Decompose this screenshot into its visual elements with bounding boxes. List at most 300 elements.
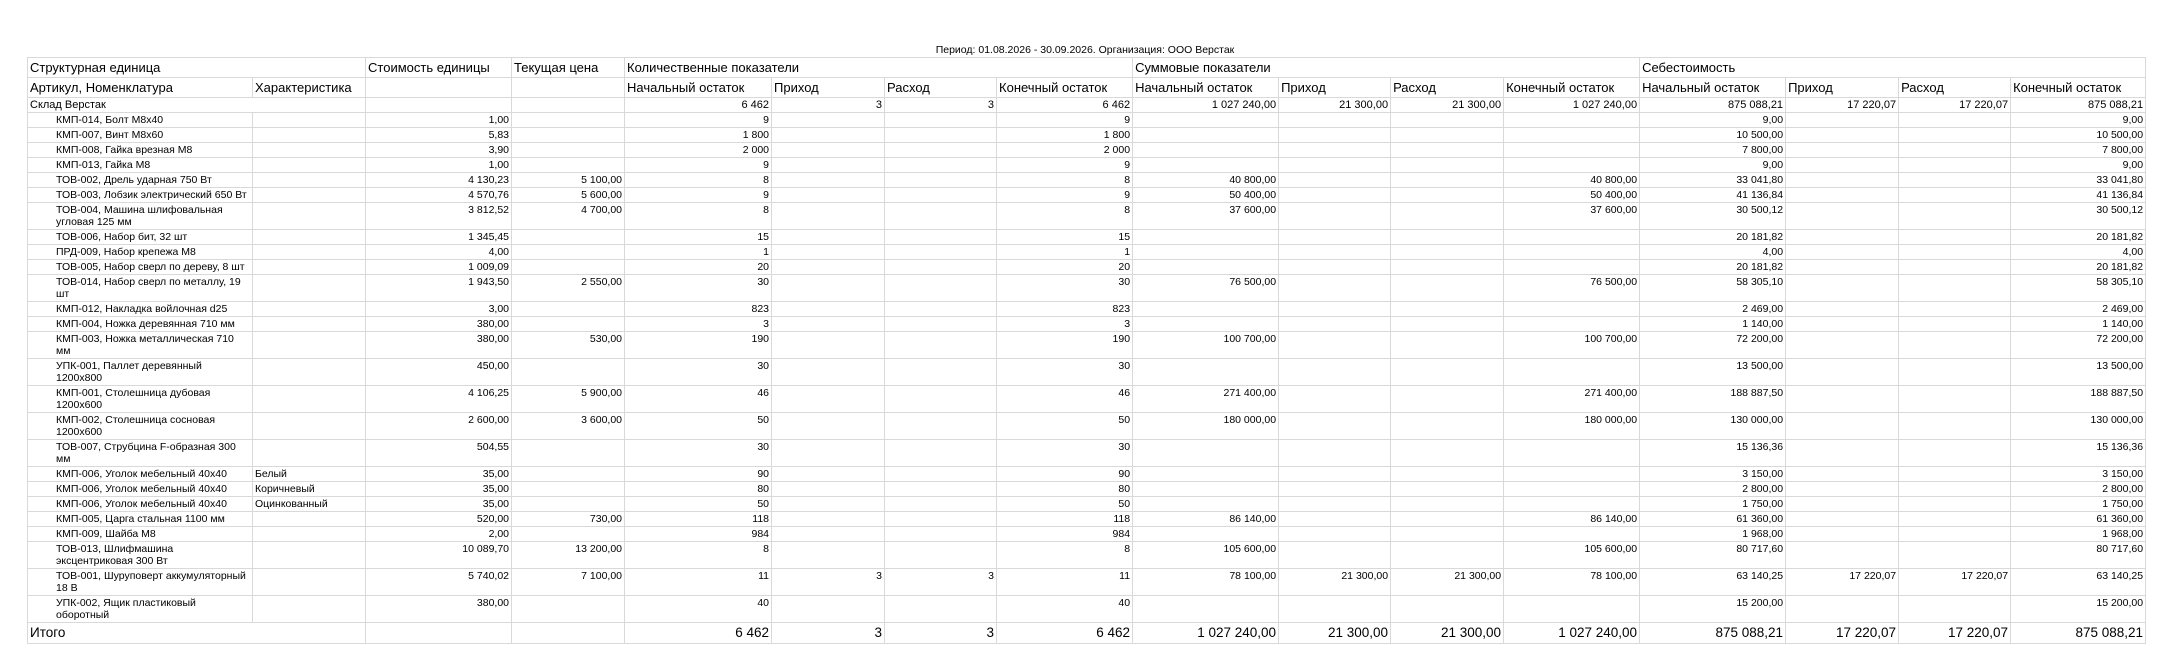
cell-current-price <box>512 467 625 482</box>
total-sum-out: 21 300,00 <box>1391 623 1504 644</box>
cell-cost-out <box>1899 317 2011 332</box>
cell-cost-in <box>1786 497 1899 512</box>
cell-unit-cost: 1 345,45 <box>366 230 512 245</box>
cell-cost-out <box>1899 497 2011 512</box>
warehouse-cost-start: 875 088,21 <box>1640 98 1786 113</box>
cell-cost-in: 17 220,07 <box>1786 569 1899 596</box>
cell-qty-end: 2 000 <box>997 143 1133 158</box>
header-row-columns <box>28 78 2146 98</box>
cell-cost-out <box>1899 413 2011 440</box>
cell-sum-start <box>1133 440 1279 467</box>
total-sum-start: 1 027 240,00 <box>1133 623 1279 644</box>
cell-qty-out <box>885 302 997 317</box>
table-row <box>28 440 2146 467</box>
cell-sum-end <box>1504 497 1640 512</box>
report-period: Период: 01.08.2026 - 30.09.2026. Организация: ООО Верстак <box>935 44 1235 56</box>
table-row <box>28 143 2146 158</box>
cell-qty-in <box>772 260 885 275</box>
cell-sum-in <box>1279 386 1391 413</box>
cell-qty-out <box>885 482 997 497</box>
cell-cost-out <box>1899 527 2011 542</box>
cell-cost-out <box>1899 359 2011 386</box>
cell-unit-cost: 3 812,52 <box>366 203 512 230</box>
cell-sum-out <box>1391 302 1504 317</box>
cell-cost-out <box>1899 482 2011 497</box>
cell-cost-out <box>1899 332 2011 359</box>
cell-sum-in <box>1279 230 1391 245</box>
cell-cost-end: 1 968,00 <box>2011 527 2146 542</box>
cell-item: ТОВ-005, Набор сверл по дереву, 8 шт <box>28 260 253 275</box>
cell-cost-start: 130 000,00 <box>1640 413 1786 440</box>
cell-qty-end: 15 <box>997 230 1133 245</box>
table-row <box>28 482 2146 497</box>
table-row <box>28 527 2146 542</box>
cell-sum-in <box>1279 203 1391 230</box>
cell-sum-out <box>1391 497 1504 512</box>
cell-cost-end: 30 500,12 <box>2011 203 2146 230</box>
cell-sum-start <box>1133 317 1279 332</box>
cell-item: КМП-006, Уголок мебельный 40х40 <box>28 497 253 512</box>
cell-unit-cost: 3,90 <box>366 143 512 158</box>
cell-sum-in <box>1279 440 1391 467</box>
cell-qty-out <box>885 275 997 302</box>
cell-cost-out <box>1899 158 2011 173</box>
cell-item: КМП-005, Царга стальная 1100 мм <box>28 512 253 527</box>
cell-qty-end: 90 <box>997 467 1133 482</box>
cell-item: КМП-013, Гайка М8 <box>28 158 253 173</box>
cell-unit-cost: 2,00 <box>366 527 512 542</box>
cell-sum-end: 37 600,00 <box>1504 203 1640 230</box>
cell-cost-end: 80 717,60 <box>2011 542 2146 569</box>
warehouse-sum-out: 21 300,00 <box>1391 98 1504 113</box>
total-label: Итого <box>28 623 366 644</box>
table-row <box>28 158 2146 173</box>
cell-qty-in <box>772 143 885 158</box>
warehouse-current-price <box>512 98 625 113</box>
cell-qty-end: 984 <box>997 527 1133 542</box>
cell-cost-out <box>1899 440 2011 467</box>
cell-qty-start: 8 <box>625 173 772 188</box>
cell-characteristic <box>253 569 366 596</box>
cell-cost-start: 30 500,12 <box>1640 203 1786 230</box>
cell-cost-out <box>1899 542 2011 569</box>
cell-sum-out <box>1391 188 1504 203</box>
table-row <box>28 596 2146 623</box>
cell-sum-start <box>1133 596 1279 623</box>
cell-item: ТОВ-001, Шуруповерт аккумуляторный 18 В <box>28 569 253 596</box>
cell-qty-start: 984 <box>625 527 772 542</box>
cell-characteristic <box>253 302 366 317</box>
total-qty-start: 6 462 <box>625 623 772 644</box>
header-cost-out: Расход <box>1899 78 2011 98</box>
cell-sum-in <box>1279 542 1391 569</box>
cell-qty-in <box>772 188 885 203</box>
cell-qty-out <box>885 188 997 203</box>
cell-cost-in <box>1786 113 1899 128</box>
cell-cost-out <box>1899 143 2011 158</box>
cell-qty-end: 11 <box>997 569 1133 596</box>
cell-cost-start: 80 717,60 <box>1640 542 1786 569</box>
cell-qty-out <box>885 527 997 542</box>
cell-cost-end: 2 800,00 <box>2011 482 2146 497</box>
cell-cost-end: 20 181,82 <box>2011 260 2146 275</box>
cell-cost-out <box>1899 302 2011 317</box>
cell-sum-start: 40 800,00 <box>1133 173 1279 188</box>
cell-current-price <box>512 497 625 512</box>
cell-cost-end: 1 750,00 <box>2011 497 2146 512</box>
cell-qty-out <box>885 203 997 230</box>
cell-qty-end: 46 <box>997 386 1133 413</box>
cell-unit-cost: 35,00 <box>366 482 512 497</box>
cell-sum-end: 50 400,00 <box>1504 188 1640 203</box>
cell-cost-out <box>1899 467 2011 482</box>
total-sum-end: 1 027 240,00 <box>1504 623 1640 644</box>
warehouse-sum-start: 1 027 240,00 <box>1133 98 1279 113</box>
cell-qty-end: 40 <box>997 596 1133 623</box>
total-unit-cost <box>366 623 512 644</box>
cell-qty-end: 30 <box>997 440 1133 467</box>
cell-item: КМП-004, Ножка деревянная 710 мм <box>28 317 253 332</box>
table-row <box>28 332 2146 359</box>
warehouse-sum-in: 21 300,00 <box>1279 98 1391 113</box>
cell-cost-end: 9,00 <box>2011 113 2146 128</box>
total-cost-start: 875 088,21 <box>1640 623 1786 644</box>
cell-cost-start: 1 750,00 <box>1640 497 1786 512</box>
header-unit: Структурная единица <box>28 58 366 78</box>
cell-sum-end <box>1504 317 1640 332</box>
cell-cost-start: 41 136,84 <box>1640 188 1786 203</box>
cell-unit-cost: 5,83 <box>366 128 512 143</box>
cell-item: КМП-006, Уголок мебельный 40х40 <box>28 482 253 497</box>
cell-sum-out <box>1391 245 1504 260</box>
cell-sum-in <box>1279 482 1391 497</box>
cell-sum-out <box>1391 275 1504 302</box>
cell-characteristic <box>253 596 366 623</box>
header-characteristic: Характеристика <box>253 78 366 98</box>
total-cost-out: 17 220,07 <box>1899 623 2011 644</box>
cell-sum-out <box>1391 173 1504 188</box>
cell-sum-start: 105 600,00 <box>1133 542 1279 569</box>
cell-cost-in <box>1786 596 1899 623</box>
cell-characteristic <box>253 173 366 188</box>
cell-sum-in <box>1279 467 1391 482</box>
cell-current-price: 5 600,00 <box>512 188 625 203</box>
cell-sum-out <box>1391 482 1504 497</box>
cell-cost-in <box>1786 128 1899 143</box>
cell-sum-start <box>1133 497 1279 512</box>
cell-cost-end: 188 887,50 <box>2011 386 2146 413</box>
header-sum-in: Приход <box>1279 78 1391 98</box>
cell-cost-end: 1 140,00 <box>2011 317 2146 332</box>
cell-qty-end: 8 <box>997 173 1133 188</box>
cell-qty-out <box>885 245 997 260</box>
cell-sum-start: 271 400,00 <box>1133 386 1279 413</box>
cell-qty-out <box>885 542 997 569</box>
cell-cost-start: 33 041,80 <box>1640 173 1786 188</box>
cell-sum-in <box>1279 497 1391 512</box>
header-sum-group: Суммовые показатели <box>1133 58 1640 78</box>
cell-cost-start: 7 800,00 <box>1640 143 1786 158</box>
cell-sum-end: 78 100,00 <box>1504 569 1640 596</box>
cell-sum-in <box>1279 188 1391 203</box>
cell-characteristic <box>253 260 366 275</box>
cell-cost-start: 1 140,00 <box>1640 317 1786 332</box>
cell-characteristic <box>253 332 366 359</box>
header-sum-start: Начальный остаток <box>1133 78 1279 98</box>
cell-cost-in <box>1786 188 1899 203</box>
cell-unit-cost: 1 943,50 <box>366 275 512 302</box>
cell-cost-end: 4,00 <box>2011 245 2146 260</box>
total-current-price <box>512 623 625 644</box>
cell-qty-start: 190 <box>625 332 772 359</box>
cell-unit-cost: 520,00 <box>366 512 512 527</box>
cell-sum-start: 86 140,00 <box>1133 512 1279 527</box>
cell-sum-out <box>1391 158 1504 173</box>
cell-unit-cost: 3,00 <box>366 302 512 317</box>
cell-cost-in <box>1786 527 1899 542</box>
cell-sum-out <box>1391 260 1504 275</box>
cell-qty-in: 3 <box>772 569 885 596</box>
header-cost-group: Себестоимость <box>1640 58 2146 78</box>
cell-current-price <box>512 440 625 467</box>
cell-unit-cost: 4 106,25 <box>366 386 512 413</box>
warehouse-cost-end: 875 088,21 <box>2011 98 2146 113</box>
total-cost-in: 17 220,07 <box>1786 623 1899 644</box>
cell-sum-start <box>1133 302 1279 317</box>
cell-item: УПК-001, Паллет деревянный 1200х800 <box>28 359 253 386</box>
cell-current-price <box>512 302 625 317</box>
cell-cost-in <box>1786 359 1899 386</box>
cell-item: ТОВ-007, Струбцина F-образная 300 мм <box>28 440 253 467</box>
cell-characteristic <box>253 113 366 128</box>
cell-qty-end: 190 <box>997 332 1133 359</box>
cell-qty-in <box>772 512 885 527</box>
cell-cost-end: 72 200,00 <box>2011 332 2146 359</box>
cell-sum-end <box>1504 359 1640 386</box>
cell-qty-out <box>885 113 997 128</box>
cell-sum-end <box>1504 302 1640 317</box>
cell-unit-cost: 1 009,09 <box>366 260 512 275</box>
cell-sum-start <box>1133 113 1279 128</box>
cell-unit-cost: 35,00 <box>366 467 512 482</box>
cell-characteristic <box>253 359 366 386</box>
table-row <box>28 302 2146 317</box>
cell-cost-in <box>1786 542 1899 569</box>
cell-qty-in <box>772 230 885 245</box>
cell-cost-in <box>1786 245 1899 260</box>
cell-cost-in <box>1786 143 1899 158</box>
cell-qty-start: 1 800 <box>625 128 772 143</box>
cell-current-price: 13 200,00 <box>512 542 625 569</box>
cell-qty-end: 823 <box>997 302 1133 317</box>
cell-unit-cost: 35,00 <box>366 497 512 512</box>
cell-sum-out <box>1391 143 1504 158</box>
cell-sum-end: 86 140,00 <box>1504 512 1640 527</box>
cell-cost-start: 13 500,00 <box>1640 359 1786 386</box>
cell-qty-out <box>885 359 997 386</box>
cell-cost-start: 20 181,82 <box>1640 230 1786 245</box>
cell-qty-start: 15 <box>625 230 772 245</box>
cell-qty-start: 118 <box>625 512 772 527</box>
cell-cost-end: 63 140,25 <box>2011 569 2146 596</box>
cell-cost-start: 15 200,00 <box>1640 596 1786 623</box>
cell-qty-in <box>772 359 885 386</box>
cell-qty-out <box>885 497 997 512</box>
table-row <box>28 386 2146 413</box>
cell-qty-in <box>772 113 885 128</box>
header-qty-end: Конечный остаток <box>997 78 1133 98</box>
cell-qty-start: 50 <box>625 497 772 512</box>
total-sum-in: 21 300,00 <box>1279 623 1391 644</box>
cell-sum-end <box>1504 128 1640 143</box>
table-row <box>28 359 2146 386</box>
cell-cost-end: 15 136,36 <box>2011 440 2146 467</box>
warehouse-qty-end: 6 462 <box>997 98 1133 113</box>
cell-cost-in <box>1786 173 1899 188</box>
cell-sum-in <box>1279 158 1391 173</box>
cell-cost-in <box>1786 158 1899 173</box>
cell-qty-in <box>772 317 885 332</box>
cell-unit-cost: 2 600,00 <box>366 413 512 440</box>
header-current-price: Текущая цена <box>512 58 625 78</box>
cell-current-price: 730,00 <box>512 512 625 527</box>
cell-cost-in <box>1786 203 1899 230</box>
table-row <box>28 569 2146 596</box>
cell-qty-end: 1 <box>997 245 1133 260</box>
cell-sum-out <box>1391 203 1504 230</box>
cell-characteristic <box>253 440 366 467</box>
cell-characteristic: Белый <box>253 467 366 482</box>
cell-characteristic <box>253 275 366 302</box>
cell-qty-in <box>772 158 885 173</box>
table-row <box>28 542 2146 569</box>
cell-sum-out <box>1391 128 1504 143</box>
cell-qty-start: 50 <box>625 413 772 440</box>
cell-cost-in <box>1786 302 1899 317</box>
cell-sum-out <box>1391 332 1504 359</box>
warehouse-qty-in: 3 <box>772 98 885 113</box>
cell-sum-out <box>1391 230 1504 245</box>
cell-sum-start <box>1133 482 1279 497</box>
cell-sum-in <box>1279 596 1391 623</box>
header-qty-start: Начальный остаток <box>625 78 772 98</box>
cell-cost-start: 1 968,00 <box>1640 527 1786 542</box>
total-qty-end: 6 462 <box>997 623 1133 644</box>
table-row <box>28 317 2146 332</box>
cell-cost-in <box>1786 317 1899 332</box>
cell-qty-in <box>772 527 885 542</box>
cell-sum-end <box>1504 596 1640 623</box>
cell-sum-in <box>1279 527 1391 542</box>
table-row <box>28 275 2146 302</box>
header-qty-in: Приход <box>772 78 885 98</box>
warehouse-qty-start: 6 462 <box>625 98 772 113</box>
cell-cost-end: 41 136,84 <box>2011 188 2146 203</box>
cell-characteristic <box>253 317 366 332</box>
cell-sum-start: 37 600,00 <box>1133 203 1279 230</box>
cell-qty-in <box>772 275 885 302</box>
cell-cost-end: 130 000,00 <box>2011 413 2146 440</box>
cell-cost-out <box>1899 386 2011 413</box>
warehouse-qty-out: 3 <box>885 98 997 113</box>
cell-sum-in: 21 300,00 <box>1279 569 1391 596</box>
cell-sum-start <box>1133 260 1279 275</box>
cell-cost-in <box>1786 260 1899 275</box>
cell-characteristic: Оцинкованный <box>253 497 366 512</box>
cell-cost-start: 9,00 <box>1640 113 1786 128</box>
cell-sum-end: 100 700,00 <box>1504 332 1640 359</box>
cell-qty-out <box>885 173 997 188</box>
cell-qty-in <box>772 413 885 440</box>
cell-qty-end: 9 <box>997 113 1133 128</box>
cell-sum-end <box>1504 158 1640 173</box>
cell-cost-in <box>1786 230 1899 245</box>
cell-current-price: 2 550,00 <box>512 275 625 302</box>
cell-unit-cost: 1,00 <box>366 113 512 128</box>
header-qty-out: Расход <box>885 78 997 98</box>
cell-item: КМП-006, Уголок мебельный 40х40 <box>28 467 253 482</box>
cell-unit-cost: 5 740,02 <box>366 569 512 596</box>
table-row <box>28 413 2146 440</box>
cell-item: ТОВ-002, Дрель ударная 750 Вт <box>28 173 253 188</box>
total-cost-end: 875 088,21 <box>2011 623 2146 644</box>
cell-current-price <box>512 359 625 386</box>
cell-sum-in <box>1279 302 1391 317</box>
cell-current-price <box>512 260 625 275</box>
warehouse-sum-end: 1 027 240,00 <box>1504 98 1640 113</box>
cell-cost-end: 7 800,00 <box>2011 143 2146 158</box>
cell-sum-out <box>1391 527 1504 542</box>
cell-sum-end <box>1504 245 1640 260</box>
cell-cost-end: 58 305,10 <box>2011 275 2146 302</box>
cell-characteristic: Коричневый <box>253 482 366 497</box>
cell-qty-out <box>885 143 997 158</box>
cell-sum-end: 180 000,00 <box>1504 413 1640 440</box>
table-row <box>28 467 2146 482</box>
cell-qty-out <box>885 260 997 275</box>
cell-qty-in <box>772 173 885 188</box>
cell-current-price <box>512 482 625 497</box>
cell-cost-end: 13 500,00 <box>2011 359 2146 386</box>
cell-current-price: 3 600,00 <box>512 413 625 440</box>
cell-qty-start: 8 <box>625 542 772 569</box>
cell-cost-in <box>1786 413 1899 440</box>
cell-sum-in <box>1279 413 1391 440</box>
cell-cost-start: 61 360,00 <box>1640 512 1786 527</box>
cell-sum-out: 21 300,00 <box>1391 569 1504 596</box>
cell-unit-cost: 504,55 <box>366 440 512 467</box>
cell-cost-out <box>1899 275 2011 302</box>
cell-current-price <box>512 317 625 332</box>
cell-qty-end: 80 <box>997 482 1133 497</box>
cell-qty-out <box>885 332 997 359</box>
cell-current-price <box>512 143 625 158</box>
cell-sum-in <box>1279 275 1391 302</box>
cell-qty-out <box>885 158 997 173</box>
cell-sum-in <box>1279 260 1391 275</box>
cell-cost-start: 2 469,00 <box>1640 302 1786 317</box>
cell-cost-out <box>1899 245 2011 260</box>
cell-characteristic <box>253 230 366 245</box>
cell-cost-out <box>1899 128 2011 143</box>
table-row <box>28 245 2146 260</box>
cell-qty-out <box>885 596 997 623</box>
cell-qty-start: 30 <box>625 359 772 386</box>
cell-item: ТОВ-003, Лобзик электрический 650 Вт <box>28 188 253 203</box>
warehouse-cost-in: 17 220,07 <box>1786 98 1899 113</box>
cell-sum-start <box>1133 128 1279 143</box>
cell-qty-out <box>885 413 997 440</box>
